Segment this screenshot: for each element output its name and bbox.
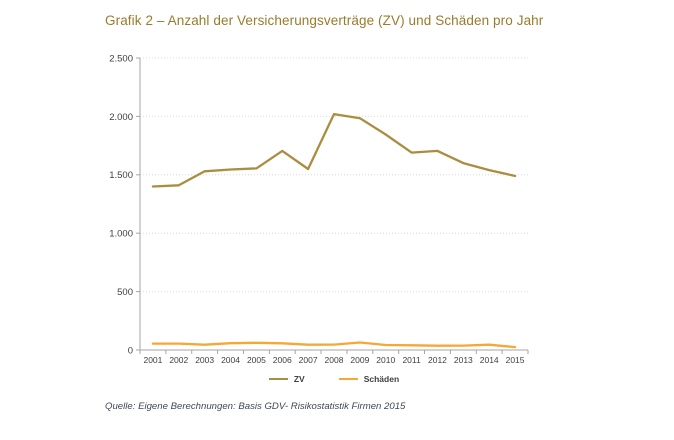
x-tick-label-2013: 2013	[453, 355, 473, 365]
x-tick-label-2006: 2006	[272, 355, 292, 365]
legend-label-zv: ZV	[293, 374, 305, 384]
y-tick-label-0: 0	[127, 345, 133, 357]
y-tick-label-500: 500	[117, 287, 133, 298]
source-note: Quelle: Eigene Berechnungen: Basis GDV- Risikostatistik Firmen 2015	[105, 401, 406, 412]
legend-item-schaeden	[339, 374, 399, 384]
x-tick-label-2015: 2015	[505, 355, 525, 365]
x-tick-label-2008: 2008	[324, 355, 344, 365]
series-line-schaden	[153, 343, 515, 348]
x-tick-label-2014: 2014	[479, 355, 499, 365]
y-tick-label-1000: 1.000	[109, 228, 133, 240]
y-tick-label-2000: 2.000	[109, 111, 133, 123]
x-tick-label-2011: 2011	[402, 355, 421, 365]
y-tick-label-2500: 2.500	[109, 53, 133, 65]
zv-line-swatch	[269, 378, 288, 381]
x-tick-label-2003: 2003	[195, 355, 215, 365]
x-tick-label-2009: 2009	[350, 355, 370, 365]
legend-label-schaeden: Schäden	[363, 374, 400, 384]
x-tick-label-2005: 2005	[246, 355, 266, 365]
x-tick-label-2004: 2004	[221, 355, 240, 365]
series-line-zv	[153, 114, 515, 186]
y-tick-label-1500: 1.500	[109, 170, 133, 182]
chart-legend	[140, 374, 528, 384]
x-tick-label-2010: 2010	[376, 355, 396, 365]
legend-item-zv	[269, 374, 305, 384]
schaeden-line-swatch	[339, 378, 358, 381]
x-tick-label-2001: 2001	[143, 355, 163, 365]
x-tick-label-2012: 2012	[428, 355, 447, 365]
x-tick-label-2002: 2002	[169, 355, 189, 365]
chart-title: Grafik 2 – Anzahl der Versicherungsverträge (ZV) und Schäden pro Jahr	[105, 13, 544, 28]
x-tick-label-2007: 2007	[298, 355, 318, 365]
